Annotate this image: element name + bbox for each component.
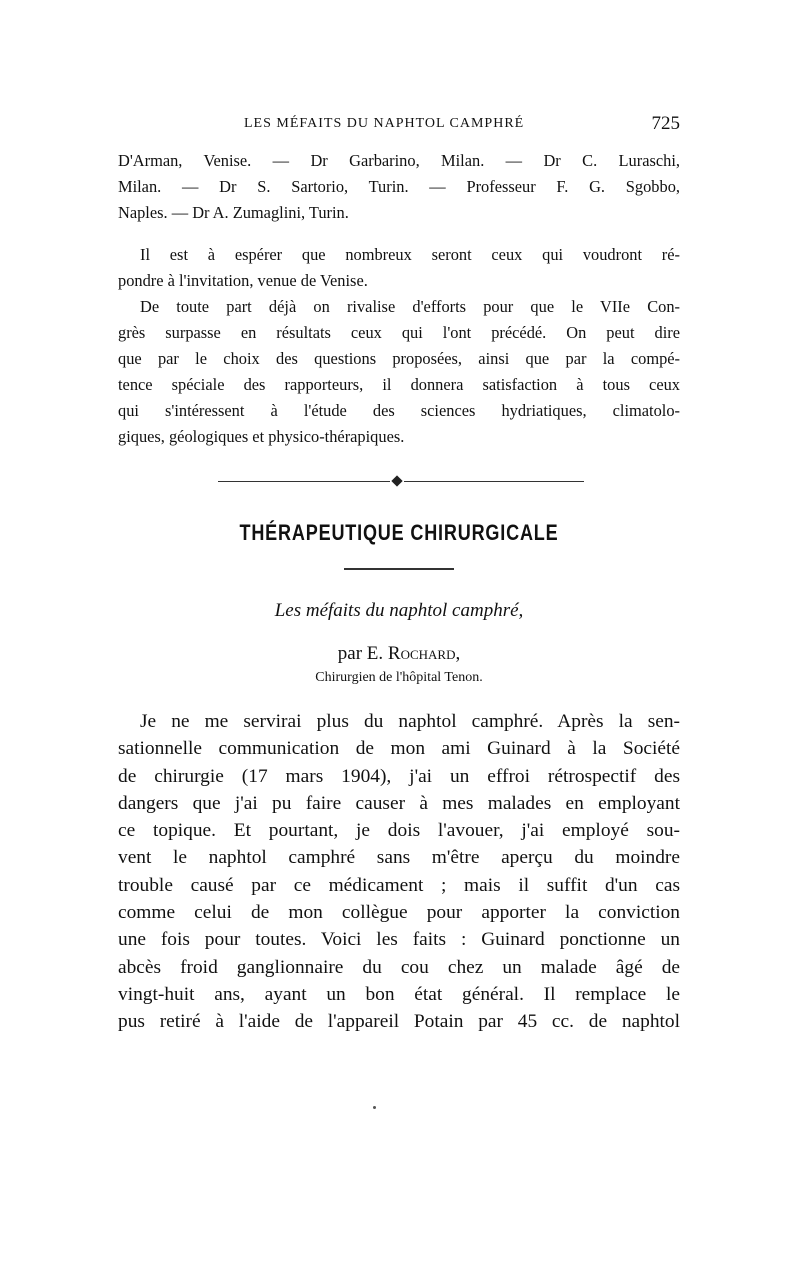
ornament-rule-right: [404, 481, 584, 482]
body-line: comme celui de mon collègue pour apporter la conviction: [118, 902, 680, 924]
ornament-diamond-icon: [391, 475, 402, 486]
names-block: [118, 148, 680, 226]
page-number: 725: [651, 113, 680, 134]
paragraph-line: grès surpasse en résultats ceux qui l'ont précédé. On peut dire: [118, 323, 680, 342]
body-line: vent le naphtol camphré sans m'être aperçu du moindre: [118, 847, 680, 869]
body-line: dangers que j'ai pu faire causer à mes malades en employant: [118, 792, 680, 814]
paragraph-line: tence spéciale des rapporteurs, il donnera satisfaction à tous ceux: [118, 375, 680, 394]
ornament-rule-left: [218, 481, 390, 482]
body-line: pus retiré à l'aide de l'appareil Potain par 45 cc. de naphtol: [118, 1011, 680, 1033]
byline: [118, 643, 680, 665]
names-line: Naples. — Dr A. Zumaglini, Turin.: [118, 203, 349, 222]
running-head-title: LES MÉFAITS DU NAPHTOL CAMPHRÉ: [244, 116, 525, 131]
author-affiliation: Chirurgien de l'hôpital Tenon.: [315, 670, 483, 685]
paragraph-line: De toute part déjà on rivalise d'efforts pour que le VIIe Con-: [140, 297, 680, 316]
paragraph-line: giques, géologiques et physico-thérapiques.: [118, 427, 405, 446]
running-head: [118, 113, 680, 138]
article-body: [118, 708, 680, 1036]
heading-underline: [344, 568, 454, 570]
paragraph-line: pondre à l'invitation, venue de Venise.: [118, 271, 368, 290]
article-title: Les méfaits du naphtol camphré,: [274, 600, 524, 621]
body-line: une fois pour toutes. Voici les faits : Guinard ponctionne un: [118, 929, 680, 951]
paragraph-invitation: [118, 242, 680, 294]
names-line: Milan. — Dr S. Sartorio, Turin. — Professeur F. G. Sgobbo,: [118, 177, 680, 196]
names-line: D'Arman, Venise. — Dr Garbarino, Milan. — Dr C. Luraschi,: [118, 151, 680, 170]
body-line: sationnelle communication de mon ami Guinard à la Société: [118, 738, 680, 760]
section-heading: THÉRAPEUTIQUE CHIRURGICALE: [239, 520, 559, 545]
byline-prefix: par E.: [337, 643, 384, 664]
body-line: Je ne me servirai plus du naphtol camphré. Après la sen-: [140, 711, 680, 732]
author-name: Rochard,: [387, 643, 461, 664]
body-line: abcès froid ganglionnaire du cou chez un malade âgé de: [118, 956, 680, 978]
body-line: trouble causé par ce médicament ; mais il suffit d'un cas: [118, 874, 680, 896]
body-line: de chirurgie (17 mars 1904), j'ai un effroi rétrospectif des: [118, 765, 680, 787]
body-line: ce topique. Et pourtant, je dois l'avouer, j'ai employé sou-: [118, 820, 680, 842]
print-speck: [373, 1106, 376, 1109]
paragraph-line: que par le choix des questions proposées, ainsi que par la compé-: [118, 349, 680, 368]
paragraph-congress: [118, 294, 680, 450]
body-line: vingt-huit ans, ayant un bon état général. Il remplace le: [118, 983, 680, 1005]
paragraph-line: Il est à espérer que nombreux seront ceux qui voudront ré-: [140, 245, 680, 264]
paragraph-line: qui s'intéressent à l'étude des sciences hydriatiques, climatolo-: [118, 401, 680, 420]
